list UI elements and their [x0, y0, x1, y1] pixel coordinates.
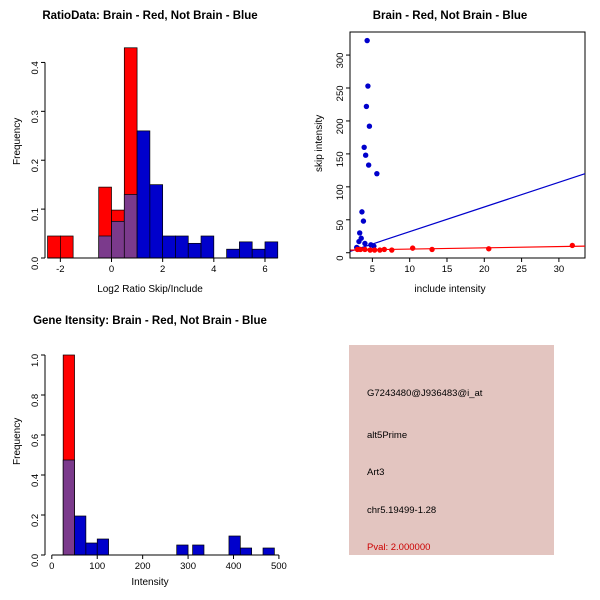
- pval-text: Pval: 2.000000: [367, 542, 431, 553]
- gene-hist-plot: [0, 300, 300, 600]
- location-text: chr5.19499-1.28: [367, 505, 437, 516]
- svg-text:50: 50: [335, 219, 346, 231]
- svg-text:0.0: 0.0: [30, 553, 41, 568]
- svg-text:500: 500: [270, 561, 287, 572]
- scatter-ylabel: skip intensity: [314, 114, 325, 172]
- svg-text:6: 6: [262, 264, 268, 275]
- svg-text:0.6: 0.6: [30, 433, 41, 448]
- svg-text:200: 200: [335, 118, 346, 135]
- probe-id-text: G7243480@J936483@i_at: [367, 388, 483, 399]
- svg-text:20: 20: [478, 264, 490, 275]
- svg-text:0.0: 0.0: [30, 256, 41, 271]
- svg-text:100: 100: [89, 561, 106, 572]
- svg-text:15: 15: [441, 264, 453, 275]
- svg-text:0.2: 0.2: [30, 159, 41, 173]
- gene-info-box: [349, 345, 554, 555]
- svg-text:0.4: 0.4: [30, 473, 41, 488]
- scatter-title: Brain - Red, Not Brain - Blue: [372, 10, 528, 22]
- svg-text:250: 250: [335, 85, 346, 102]
- gene-hist-ylabel: Frequency: [12, 417, 23, 465]
- svg-text:100: 100: [335, 184, 346, 201]
- svg-text:2: 2: [160, 264, 166, 275]
- svg-text:0.1: 0.1: [30, 207, 41, 222]
- ratio-hist-title: RatioData: Brain - Red, Not Brain - Blue: [42, 10, 258, 22]
- svg-text:0.8: 0.8: [30, 393, 41, 408]
- svg-text:0: 0: [335, 255, 346, 261]
- svg-text:300: 300: [180, 561, 197, 572]
- svg-text:5: 5: [369, 264, 376, 275]
- ratio-hist-xlabel: Log2 Ratio Skip/Include: [97, 284, 203, 295]
- svg-text:300: 300: [335, 52, 346, 69]
- gene-hist-xlabel: Intensity: [131, 577, 169, 588]
- scatter-plot: [300, 0, 600, 300]
- gene-name-text: Art3: [367, 467, 385, 478]
- ratio-hist-ylabel: Frequency: [12, 117, 23, 165]
- svg-text:-2: -2: [56, 264, 65, 275]
- svg-text:10: 10: [404, 264, 415, 275]
- svg-text:25: 25: [516, 264, 527, 275]
- event-type-text: alt5Prime: [367, 430, 408, 441]
- svg-text:400: 400: [225, 561, 242, 572]
- svg-text:0.3: 0.3: [30, 110, 41, 124]
- svg-text:0.4: 0.4: [30, 61, 41, 75]
- svg-text:1.0: 1.0: [30, 353, 41, 368]
- svg-text:30: 30: [553, 264, 565, 275]
- svg-text:150: 150: [335, 151, 346, 168]
- ratio-hist-plot: [0, 0, 300, 300]
- svg-text:0.2: 0.2: [30, 513, 41, 528]
- svg-text:4: 4: [211, 264, 217, 275]
- svg-text:0: 0: [108, 264, 115, 275]
- scatter-xlabel: include intensity: [414, 284, 486, 295]
- svg-text:0: 0: [49, 561, 55, 572]
- svg-text:200: 200: [134, 561, 151, 572]
- gene-hist-title: Gene Itensity: Brain - Red, Not Brain - Blue: [33, 315, 267, 327]
